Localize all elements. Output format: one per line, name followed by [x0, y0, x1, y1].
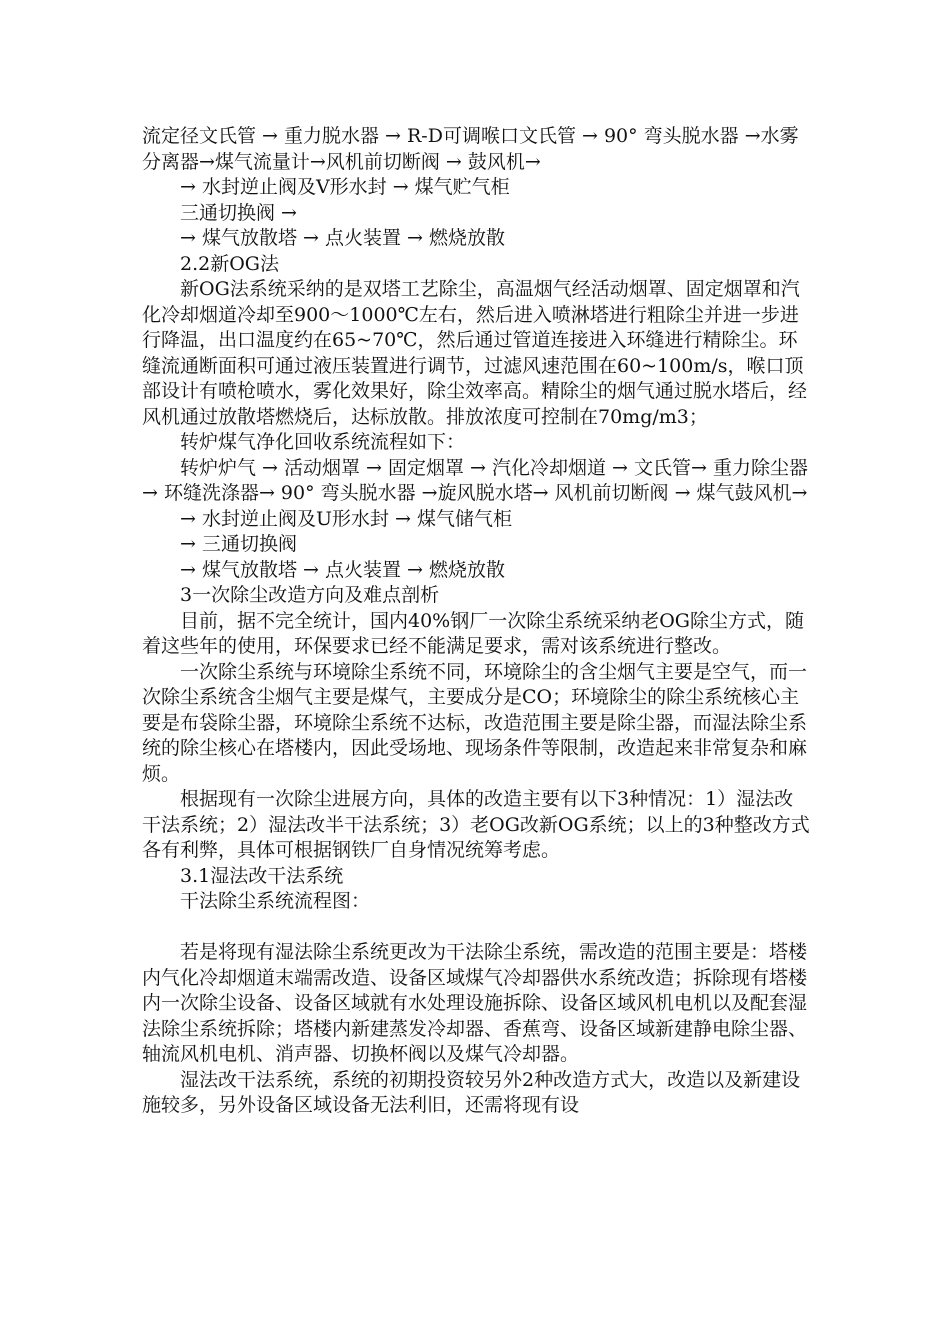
paragraph-3-1a: 若是将现有湿法除尘系统更改为干法除尘系统，需改造的范围主要是：塔楼内气化冷却烟道末端需改造、设备区域煤气冷却器供水系统改造；拆除现有塔楼内一次除尘设备、设备区域就有水处理设施拆除、设备区域风机电机以及配套湿法除尘系统拆除；塔楼内新建蒸发冷却器、香蕉弯、设备区域新建静电除尘器、轴流风机电机、消声器、切换杯阀以及煤气冷却器。	[142, 941, 808, 1065]
flow-text-line-4: → 煤气放散塔 → 点火装置 → 燃烧放散	[180, 227, 505, 249]
flow-step-4: → 煤气放散塔 → 点火装置 → 燃烧放散	[180, 558, 505, 581]
figure-caption-dry-flow: 干法除尘系统流程图：	[180, 890, 371, 912]
paragraph-3b: 一次除尘系统与环境除尘系统不同，环境除尘的含尘烟气主要是空气，而一次除尘系统含尘烟气主要是煤气，主要成分是CO；环境除尘的除尘系统核心主要是布袋除尘器，环境除尘系统不达标，改造范围主要是除尘器，而湿法除尘系统的除尘核心在塔楼内，因此受场地、现场条件等限制，改造起来非常复杂和麻烦。	[142, 660, 808, 785]
flow-text-line-3: 三通切换阀 →	[180, 201, 297, 224]
document-page	[142, 124, 815, 1119]
flow-step-1: 转炉炉气 → 活动烟罩 → 固定烟罩 → 汽化冷却烟道 → 文氏管→ 重力除尘器 → 环缝洗涤器→ 90° 弯头脱水器 →旋风脱水塔→ 风机前切断阀 → 煤气鼓风机→	[142, 456, 815, 504]
paragraph-3-1b: 湿法改干法系统，系统的初期投资较另外2种改造方式大，改造以及新建设施较多，另外设备区域设备无法利旧，还需将现有设	[142, 1068, 801, 1116]
flow-text-line-2: → 水封逆止阀及V形水封 → 煤气贮气柜	[180, 176, 510, 198]
flow-intro: 转炉煤气净化回收系统流程如下：	[180, 431, 466, 453]
paragraph-3c: 根据现有一次除尘进展方向，具体的改造主要有以下3种情况：1）湿法改干法系统；2）湿法改半干法系统；3）老OG改新OG系统；以上的3种整改方式各有利弊，具体可根据钢铁厂自身情况统筹考虑。	[142, 788, 810, 861]
section-heading-2-2: 2.2新OG法	[180, 252, 279, 275]
flow-text-line-1: 流定径文氏管 → 重力脱水器 → R-D可调喉口文氏管 → 90° 弯头脱水器 →水雾分离器→煤气流量计→风机前切断阀 → 鼓风机→	[142, 125, 799, 173]
paragraph-new-og: 新OG法系统采纳的是双塔工艺除尘，高温烟气经活动烟罩、固定烟罩和汽化冷却烟道冷却至900～1000℃左右，然后进入喷淋塔进行粗除尘并进一步进行降温，出口温度约在65~70℃，然后通过管道连接进入环缝进行精除尘。环缝流通断面积可通过液压装置进行调节，过滤风速范围在60~100m/s，喉口顶部设计有喷枪喷水，雾化效果好，除尘效率高。精除尘的烟气通过脱水塔后，经风机通过放散塔燃烧后，达标放散。排放浓度可控制在70mg/m3；	[142, 278, 808, 428]
paragraph-3a: 目前，据不完全统计，国内40%钢厂一次除尘系统采纳老OG除尘方式，随着这些年的使用，环保要求已经不能满足要求，需对该系统进行整改。	[142, 609, 804, 657]
flow-step-2: → 水封逆止阀及U形水封 → 煤气储气柜	[180, 507, 512, 530]
flow-step-3: → 三通切换阀	[180, 533, 297, 555]
figure-placeholder	[142, 915, 810, 941]
section-heading-3-1: 3.1湿法改干法系统	[180, 864, 344, 887]
section-heading-3: 3一次除尘改造方向及难点剖析	[180, 584, 440, 606]
